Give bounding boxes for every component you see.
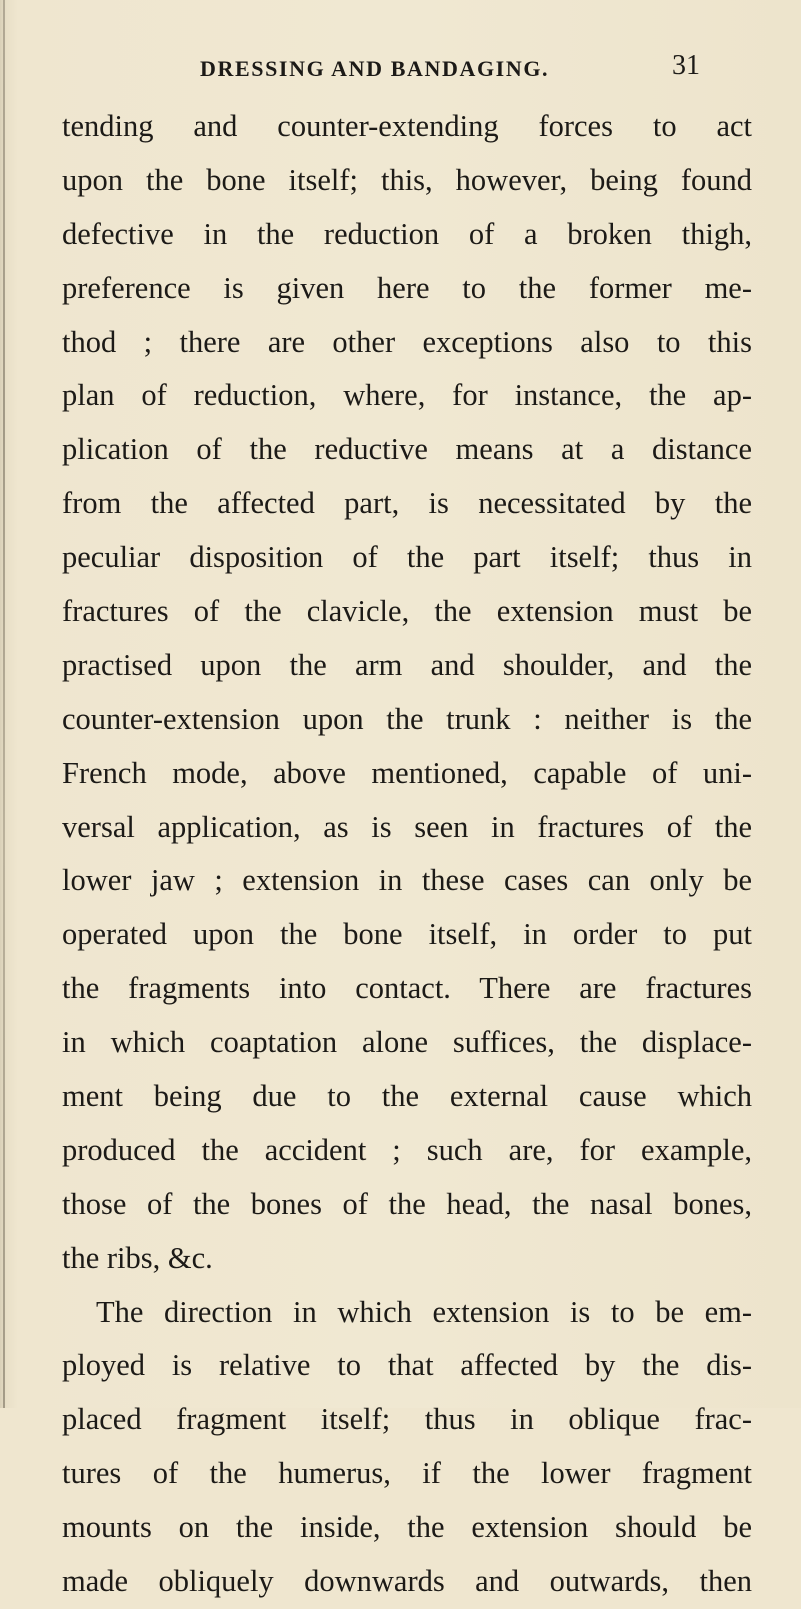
text-line: those of the bones of the head, the nasal bones, xyxy=(62,1186,752,1221)
text-line: mounts on the inside, the extension should be xyxy=(62,1510,752,1545)
text-line: tending and counter-extending forces to act xyxy=(62,109,752,143)
paragraph-end-line: the ribs, &c. xyxy=(62,1240,213,1275)
page-number: 31 xyxy=(672,50,700,81)
text-line: thod ; there are other exceptions also to this xyxy=(62,324,752,359)
page-gutter-shadow xyxy=(3,0,5,1408)
body-text xyxy=(62,100,752,1609)
text-line: placed fragment itself; thus in oblique frac- xyxy=(62,1402,752,1437)
page-header xyxy=(0,50,801,90)
text-line: ployed is relative to that affected by the dis- xyxy=(62,1348,752,1383)
text-line: operated upon the bone itself, in order to put xyxy=(62,917,752,952)
text-line: peculiar disposition of the part itself; thus in xyxy=(62,540,752,575)
text-line: counter-extension upon the trunk : neither is the xyxy=(62,701,752,736)
text-line: produced the accident ; such are, for example, xyxy=(62,1132,752,1167)
paragraph-start-line: The direction in which extension is to be em- xyxy=(96,1294,752,1329)
text-line: the fragments into contact. There are fractures xyxy=(62,971,752,1006)
text-line: made obliquely downwards and outwards, then xyxy=(62,1564,752,1599)
text-line: practised upon the arm and shoulder, and the xyxy=(62,647,752,682)
text-line: versal application, as is seen in fractures of the xyxy=(62,809,752,844)
running-head: DRESSING AND BANDAGING. xyxy=(200,56,550,81)
text-line: defective in the reduction of a broken thigh, xyxy=(62,216,752,251)
text-line: tures of the humerus, if the lower fragment xyxy=(62,1456,752,1491)
text-line: French mode, above mentioned, capable of uni- xyxy=(62,755,752,790)
text-line: upon the bone itself; this, however, being found xyxy=(62,162,752,197)
text-line: fractures of the clavicle, the extension must be xyxy=(62,594,752,629)
text-line: plication of the reductive means at a distance xyxy=(62,432,752,467)
text-line: ment being due to the external cause which xyxy=(62,1079,752,1114)
text-line: lower jaw ; extension in these cases can only be xyxy=(62,863,752,898)
text-line: from the affected part, is necessitated by the xyxy=(62,486,752,521)
text-line: plan of reduction, where, for instance, the ap- xyxy=(62,378,752,413)
text-line: preference is given here to the former me- xyxy=(62,270,752,305)
text-line: in which coaptation alone suffices, the displace- xyxy=(62,1025,752,1060)
